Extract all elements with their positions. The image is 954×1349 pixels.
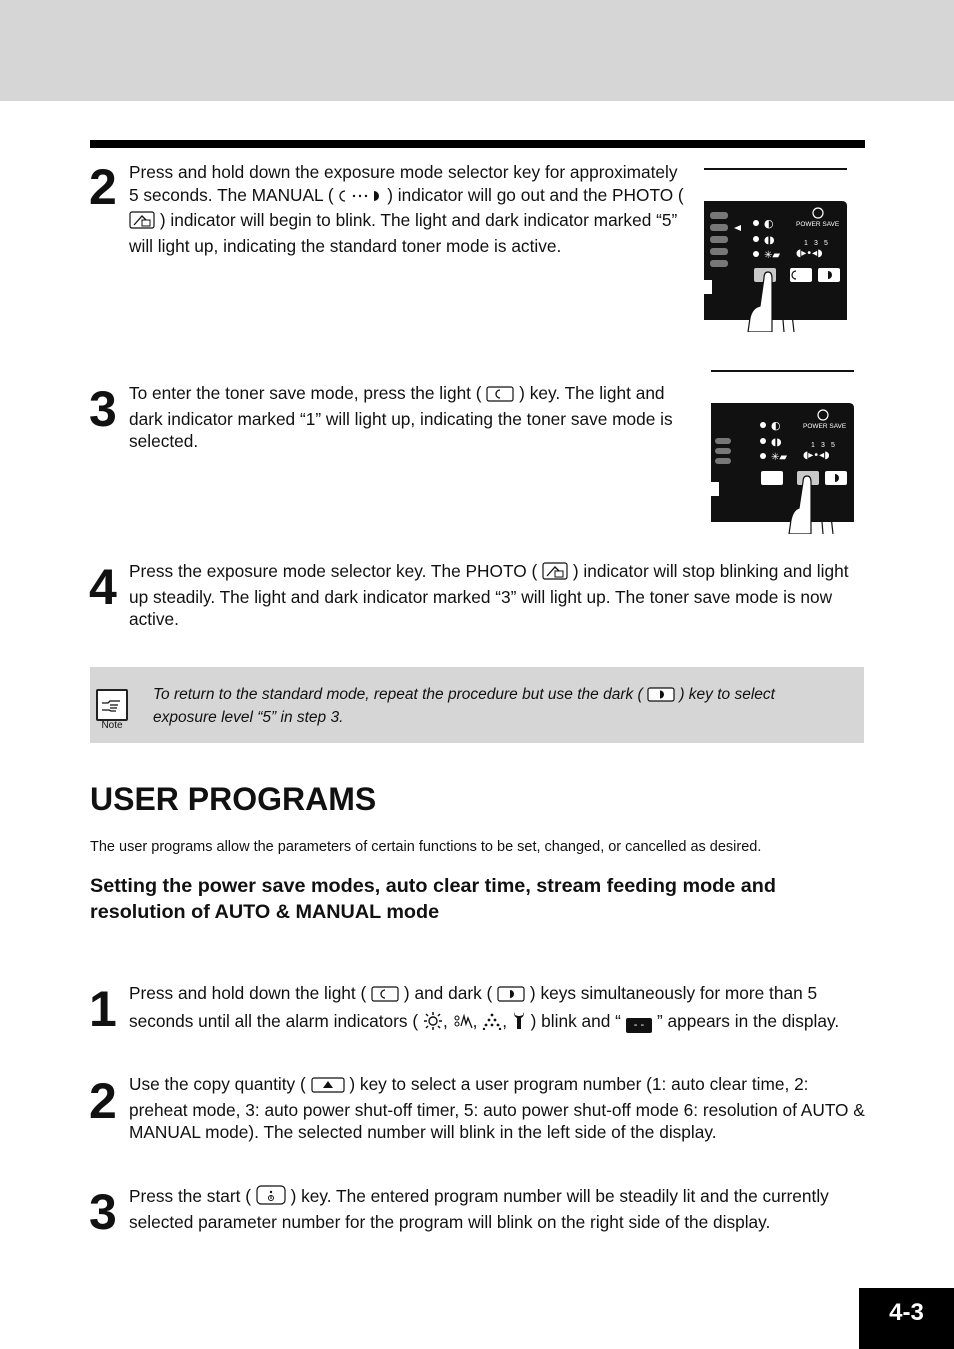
scale-label: 5 [824,240,828,247]
start-key-icon [256,1185,286,1211]
step-number: 2 [89,159,116,215]
note-hand-icon [96,689,128,721]
svg-text:◐: ◐ [764,217,774,230]
power-save-label: POWER SAVE [803,423,847,430]
svg-text:◖▸•◂◗: ◖▸•◂◗ [796,248,823,259]
section-rule [90,140,865,148]
step-text: Press the exposure mode selector key. The PHOTO ( ) indicator will stop blinking and light up steadily. The light and dark indicator marked “3” will light up. The toner save mode is now active. [129,561,849,629]
misfeed-alarm-icon [453,1012,473,1037]
dark-key-icon [497,984,525,1009]
subsection-title: Setting the power save modes, auto clear time, stream feeding mode and resolution of AUTO & MANUAL mode [90,875,776,923]
step-number: 3 [89,381,116,437]
step-number: 4 [89,559,116,615]
svg-text:◖▸•◂◗: ◖▸•◂◗ [803,450,830,461]
step-text: Press and hold down the exposure mode selector key for approximately 5 seconds. The MANUAL ( ) indicator will go out and the PHOTO ( ) indicator will begin to blink. The light and dark indicator marked “5” will light up, indicating the standard toner mode is active. [129,162,684,256]
photo-indicator-icon [542,562,568,586]
step-number: 2 [89,1073,116,1129]
photo-indicator-icon [129,211,155,235]
note-label: Note [101,720,123,731]
copy-quantity-key-icon [311,1076,345,1099]
manual-indicator-icon [338,187,382,210]
display-readout [626,1018,652,1033]
maintenance-alarm-icon [512,1010,526,1037]
svg-text:✳▰: ✳▰ [764,250,781,261]
developer-alarm-icon [423,1012,443,1037]
svg-text:◖◗: ◖◗ [771,437,782,448]
svg-text:◐: ◐ [771,419,781,432]
step-text: Use the copy quantity ( ) key to select a user program number (1: auto clear time, 2: preheat mode, 3: auto power shut-off timer, 5: auto power shut-off mode 6: resolution of AUTO & MANUAL mode). The selected number will blink in the left side of the display. [129,1074,865,1142]
scale-label: 5 [831,442,835,449]
dark-key-icon [647,687,675,708]
section-title: USER PROGRAMS [90,781,377,817]
scale-label: 3 [821,442,825,449]
step-text: Press the start ( ) key. The entered program number will be steadily lit and the currently selected parameter number for the program will blink on the right side of the display. [129,1186,829,1232]
light-key-icon [486,385,514,408]
scale-label: 1 [804,240,808,247]
power-save-label: POWER SAVE [796,221,840,228]
control-panel-illustration [711,370,859,534]
header-band [0,0,954,101]
step-text: Press and hold down the light ( ) and dark ( ) keys simultaneously for more than 5 seconds until all the alarm indicators ( , , , ) blink and “ - - ” appears in the display. [129,981,869,1037]
display-text: - - [633,1019,645,1031]
step-number: 1 [89,981,116,1037]
control-panel-illustration [704,168,850,332]
step-text: To enter the toner save mode, press the light ( ) key. The light and dark indicator marked “1” will light up, indicating the toner save mode is selected. [129,383,673,451]
svg-text:✳▰: ✳▰ [771,452,788,463]
scale-label: 1 [811,442,815,449]
note-text: To return to the standard mode, repeat the procedure but use the dark ( ) key to select exposure level “5” in step 3. [153,686,775,726]
step-number: 3 [89,1184,116,1240]
section-intro: The user programs allow the parameters of certain functions to be set, changed, or cancelled as desired. [90,839,762,855]
note-box [90,667,864,743]
scale-label: 3 [814,240,818,247]
toner-alarm-icon [482,1012,502,1037]
light-key-icon [371,984,399,1009]
svg-text:◖◗: ◖◗ [764,235,775,246]
page-number-tab: 4-3 [859,1288,954,1349]
